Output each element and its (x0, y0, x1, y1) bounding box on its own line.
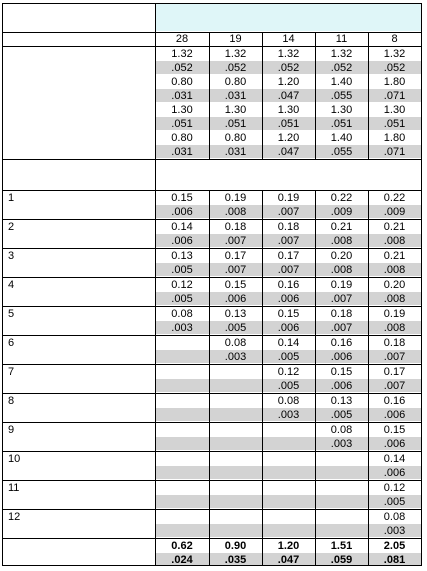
cell-value: .006 (330, 351, 353, 363)
cell-value: 0.12 (383, 482, 406, 494)
cell-value: 0.16 (330, 337, 353, 349)
cell-value: 0.12 (277, 366, 300, 378)
cell-value: 0.80 (224, 76, 247, 88)
cell-value: .005 (277, 380, 300, 392)
cell-value: 1.20 (277, 76, 300, 88)
cell-value: .007 (383, 380, 406, 392)
cell-value: 1.80 (383, 76, 406, 88)
cell-value: .003 (224, 351, 247, 363)
cell-value: 0.08 (330, 424, 353, 436)
row-label: 1 (8, 192, 15, 204)
total-value: 1.51 (330, 540, 353, 552)
cell-value: 0.20 (383, 279, 406, 291)
cell-value: .052 (330, 62, 353, 74)
cell-value: .006 (277, 293, 300, 305)
column-header: 11 (335, 33, 348, 45)
total-value: 2.05 (383, 540, 406, 552)
cell-value: .051 (224, 118, 247, 130)
cell-value: .051 (277, 118, 300, 130)
cell-value: 0.17 (383, 366, 406, 378)
cell-value: 0.13 (224, 308, 247, 320)
row-label: 8 (8, 395, 15, 407)
cell-value: .051 (383, 118, 406, 130)
cell-value: 1.32 (277, 48, 300, 60)
cell-value: 0.15 (224, 279, 247, 291)
total-value: .081 (383, 554, 406, 566)
cell-value: .031 (224, 146, 247, 158)
cell-value: .052 (224, 62, 247, 74)
cell-value: 0.19 (224, 192, 247, 204)
cell-value: .008 (383, 235, 406, 247)
cell-value: 1.40 (330, 76, 353, 88)
cell-value: 0.15 (383, 424, 406, 436)
row-label: 7 (8, 366, 15, 378)
table-left-border (2, 3, 3, 566)
cell-value: 0.19 (330, 279, 353, 291)
cell-value: 0.18 (224, 221, 247, 233)
column-header: 14 (282, 33, 295, 45)
row-label: 2 (8, 221, 15, 233)
cell-value: 1.30 (383, 104, 406, 116)
cell-value: 0.17 (277, 250, 300, 262)
cell-value: .052 (277, 62, 300, 74)
cell-value: 0.17 (224, 250, 247, 262)
gauge-table (2, 3, 422, 566)
cell-value: .006 (383, 409, 406, 421)
cell-value: .003 (277, 409, 300, 421)
cell-value: .047 (277, 90, 300, 102)
cell-value: .005 (383, 496, 406, 508)
cell-value: .051 (330, 118, 353, 130)
total-value: .059 (330, 554, 353, 566)
cell-value: .008 (224, 206, 247, 218)
cell-value: .008 (383, 264, 406, 276)
cell-value: .007 (383, 351, 406, 363)
cell-value: .055 (330, 90, 353, 102)
cell-value: .006 (383, 438, 406, 450)
cell-value: 0.08 (171, 308, 193, 320)
cell-value: .005 (171, 293, 193, 305)
cell-value: 0.80 (171, 132, 193, 144)
cell-value: .003 (330, 438, 353, 450)
cell-value: 1.20 (277, 132, 300, 144)
total-value: 0.62 (171, 540, 193, 552)
cell-value: 0.19 (383, 308, 406, 320)
cell-value: .006 (224, 293, 247, 305)
cell-value: .071 (383, 146, 406, 158)
cell-value: 0.15 (171, 192, 193, 204)
cell-value: .047 (277, 146, 300, 158)
cell-value: .007 (224, 264, 247, 276)
cell-value: .006 (277, 322, 300, 334)
cell-value: .005 (277, 351, 300, 363)
cell-value: 1.40 (330, 132, 353, 144)
cell-value: 0.14 (277, 337, 300, 349)
cell-value: 1.30 (330, 104, 353, 116)
row-divider (2, 3, 422, 4)
cell-value: 0.15 (277, 308, 300, 320)
cell-value: .007 (330, 322, 353, 334)
cell-value: 0.14 (171, 221, 193, 233)
cell-value: .003 (171, 322, 193, 334)
cell-value: 0.22 (383, 192, 406, 204)
cell-value: .005 (171, 264, 193, 276)
cell-value: .008 (383, 293, 406, 305)
row-label: 4 (8, 279, 15, 291)
row-divider (2, 159, 422, 160)
cell-value: .031 (171, 90, 193, 102)
row-label: 6 (8, 337, 15, 349)
header-band (155, 4, 421, 31)
cell-value: 0.16 (383, 395, 406, 407)
cell-value: 1.32 (224, 48, 247, 60)
row-label: 10 (8, 453, 21, 465)
cell-value: .051 (171, 118, 193, 130)
cell-value: 0.80 (171, 76, 193, 88)
cell-value: .008 (383, 322, 406, 334)
cell-value: .007 (224, 235, 247, 247)
cell-value: 0.08 (277, 395, 300, 407)
cell-value: 1.30 (224, 104, 247, 116)
cell-value: 1.30 (277, 104, 300, 116)
row-divider (2, 480, 422, 481)
cell-value: .031 (224, 90, 247, 102)
row-label: 5 (8, 308, 15, 320)
cell-value: .007 (330, 293, 353, 305)
column-header: 28 (175, 33, 189, 45)
cell-value: .007 (277, 235, 300, 247)
cell-value: 0.21 (330, 221, 353, 233)
cell-value: .003 (383, 525, 406, 537)
row-divider (2, 509, 422, 510)
cell-value: 0.80 (224, 132, 247, 144)
cell-value: 0.13 (171, 250, 193, 262)
cell-value: .005 (224, 322, 247, 334)
cell-value: 0.13 (330, 395, 353, 407)
cell-value: .008 (330, 264, 353, 276)
cell-value: 0.21 (383, 250, 406, 262)
cell-value: .009 (330, 206, 353, 218)
cell-value: .031 (171, 146, 193, 158)
cell-value: .006 (171, 235, 193, 247)
cell-value: 1.32 (171, 48, 193, 60)
cell-value: 1.80 (383, 132, 406, 144)
cell-value: 0.21 (383, 221, 406, 233)
cell-value: 0.14 (383, 453, 406, 465)
cell-value: .006 (383, 467, 406, 479)
cell-value: 0.18 (383, 337, 406, 349)
cell-value: .006 (330, 380, 353, 392)
total-value: .035 (224, 554, 247, 566)
cell-value: .006 (171, 206, 193, 218)
cell-value: 0.08 (224, 337, 247, 349)
column-header: 8 (391, 33, 398, 45)
cell-value: 0.12 (171, 279, 193, 291)
row-divider (2, 451, 422, 452)
row-label: 12 (8, 511, 21, 523)
total-value: 0.90 (224, 540, 247, 552)
row-label: 11 (8, 482, 20, 494)
cell-value: 1.32 (330, 48, 353, 60)
cell-value: 1.30 (171, 104, 193, 116)
cell-value: 0.16 (277, 279, 300, 291)
cell-value: .005 (330, 409, 353, 421)
cell-value: 0.18 (330, 308, 353, 320)
cell-value: 0.22 (330, 192, 353, 204)
cell-value: 0.15 (330, 366, 353, 378)
cell-value: 0.20 (330, 250, 353, 262)
cell-value: .008 (330, 235, 353, 247)
cell-value: .007 (277, 264, 300, 276)
cell-value: .009 (383, 206, 406, 218)
cell-value: 0.19 (277, 192, 300, 204)
cell-value: .007 (277, 206, 300, 218)
cell-value: .071 (383, 90, 406, 102)
row-label: 3 (8, 250, 15, 262)
total-value: .047 (277, 554, 300, 566)
cell-value: .052 (383, 62, 406, 74)
column-header: 19 (229, 33, 242, 45)
table-right-border (421, 3, 422, 566)
total-value: 1.20 (277, 540, 300, 552)
cell-value: .052 (171, 62, 193, 74)
cell-value: .055 (330, 146, 353, 158)
cell-value: 0.08 (383, 511, 406, 523)
cell-value: 1.32 (383, 48, 406, 60)
row-label: 9 (8, 424, 15, 436)
total-value: .024 (171, 554, 193, 566)
cell-value: 0.18 (277, 221, 300, 233)
